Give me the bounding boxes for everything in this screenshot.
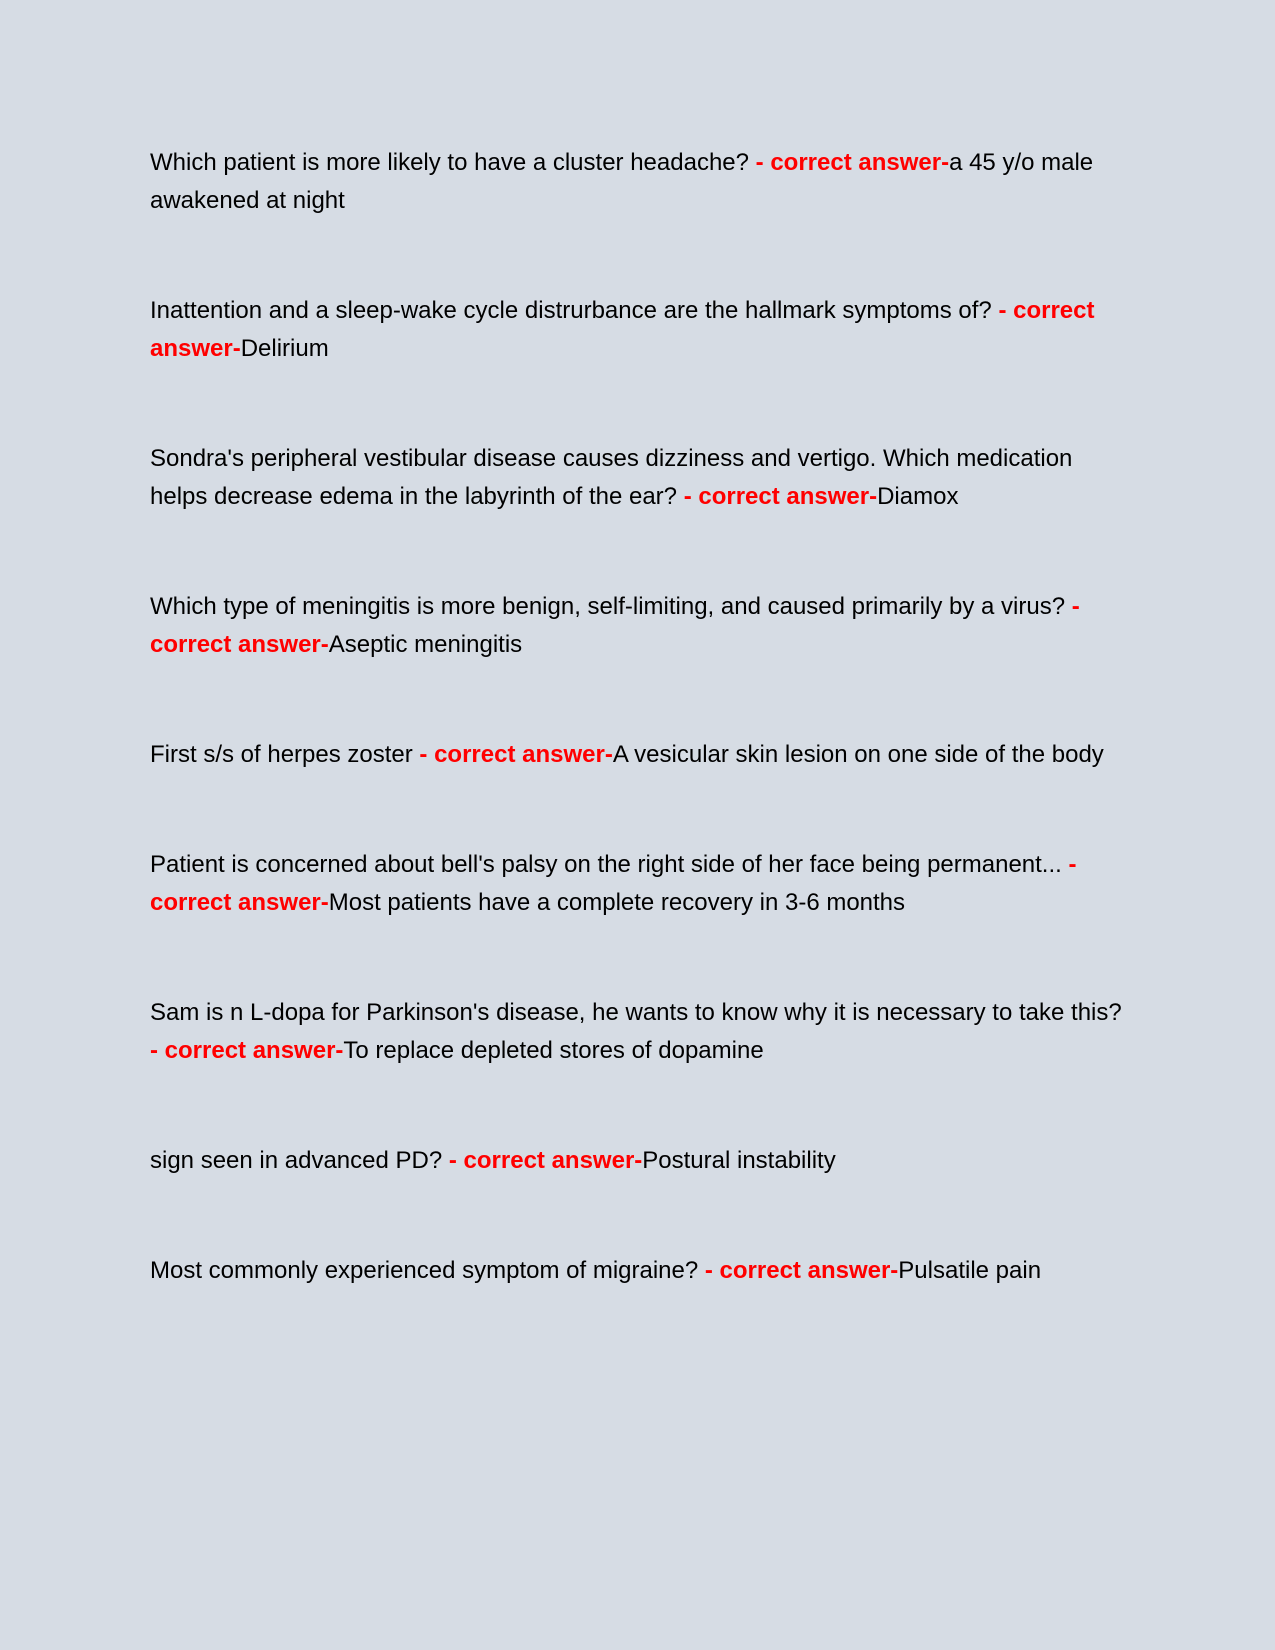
qa-item: [150, 440, 1125, 516]
answer-text: Most patients have a complete recovery in 3-6 months: [328, 889, 906, 916]
question-text: Sondra's peripheral vestibular disease causes dizziness and vertigo. Which medication helps decrease edema in the labyrinth of the ear?: [150, 445, 1073, 510]
qa-item: [150, 292, 1125, 368]
correct-answer-marker: - correct answer-: [419, 741, 613, 768]
answer-text: a 45 y/o male awakened at night: [150, 149, 1094, 214]
answer-text: Pulsatile pain: [898, 1257, 1042, 1284]
question-text: Patient is concerned about bell's palsy on the right side of her face being permanent...: [150, 851, 1062, 878]
question-text: Inattention and a sleep-wake cycle distrurbance are the hallmark symptoms of?: [150, 297, 992, 324]
question-text: sign seen in advanced PD?: [150, 1147, 443, 1174]
qa-item: [150, 1252, 1125, 1290]
qa-item: [150, 846, 1125, 922]
document-page: [150, 144, 1125, 1362]
answer-text: Postural instability: [642, 1147, 836, 1174]
qa-item: [150, 994, 1125, 1070]
question-text: Which type of meningitis is more benign, self-limiting, and caused primarily by a virus?: [150, 593, 1066, 620]
qa-item: [150, 144, 1125, 220]
correct-answer-marker: - correct answer-: [704, 1257, 899, 1284]
answer-text: Aseptic meningitis: [328, 631, 523, 658]
correct-answer-marker: - correct answer-: [448, 1147, 643, 1174]
answer-text: To replace depleted stores of dopamine: [343, 1037, 764, 1064]
correct-answer-marker: - correct answer-: [683, 483, 878, 510]
question-text: Which patient is more likely to have a cluster headache?: [150, 149, 749, 176]
question-text: Most commonly experienced symptom of migraine?: [150, 1257, 699, 1284]
correct-answer-marker: - correct answer-: [150, 1037, 344, 1064]
answer-text: Diamox: [877, 483, 959, 510]
answer-text: A vesicular skin lesion on one side of the body: [612, 741, 1104, 768]
answer-text: Delirium: [240, 335, 329, 362]
qa-item: [150, 736, 1125, 774]
question-text: Sam is n L-dopa for Parkinson's disease, he wants to know why it is necessary to take this?: [150, 999, 1122, 1026]
qa-item: [150, 588, 1125, 664]
qa-item: [150, 1142, 1125, 1180]
correct-answer-marker: - correct answer-: [150, 851, 1077, 916]
correct-answer-marker: - correct answer-: [150, 593, 1080, 658]
correct-answer-marker: - correct answer-: [755, 149, 950, 176]
correct-answer-marker: - correct answer-: [150, 297, 1095, 362]
question-text: First s/s of herpes zoster: [150, 741, 413, 768]
